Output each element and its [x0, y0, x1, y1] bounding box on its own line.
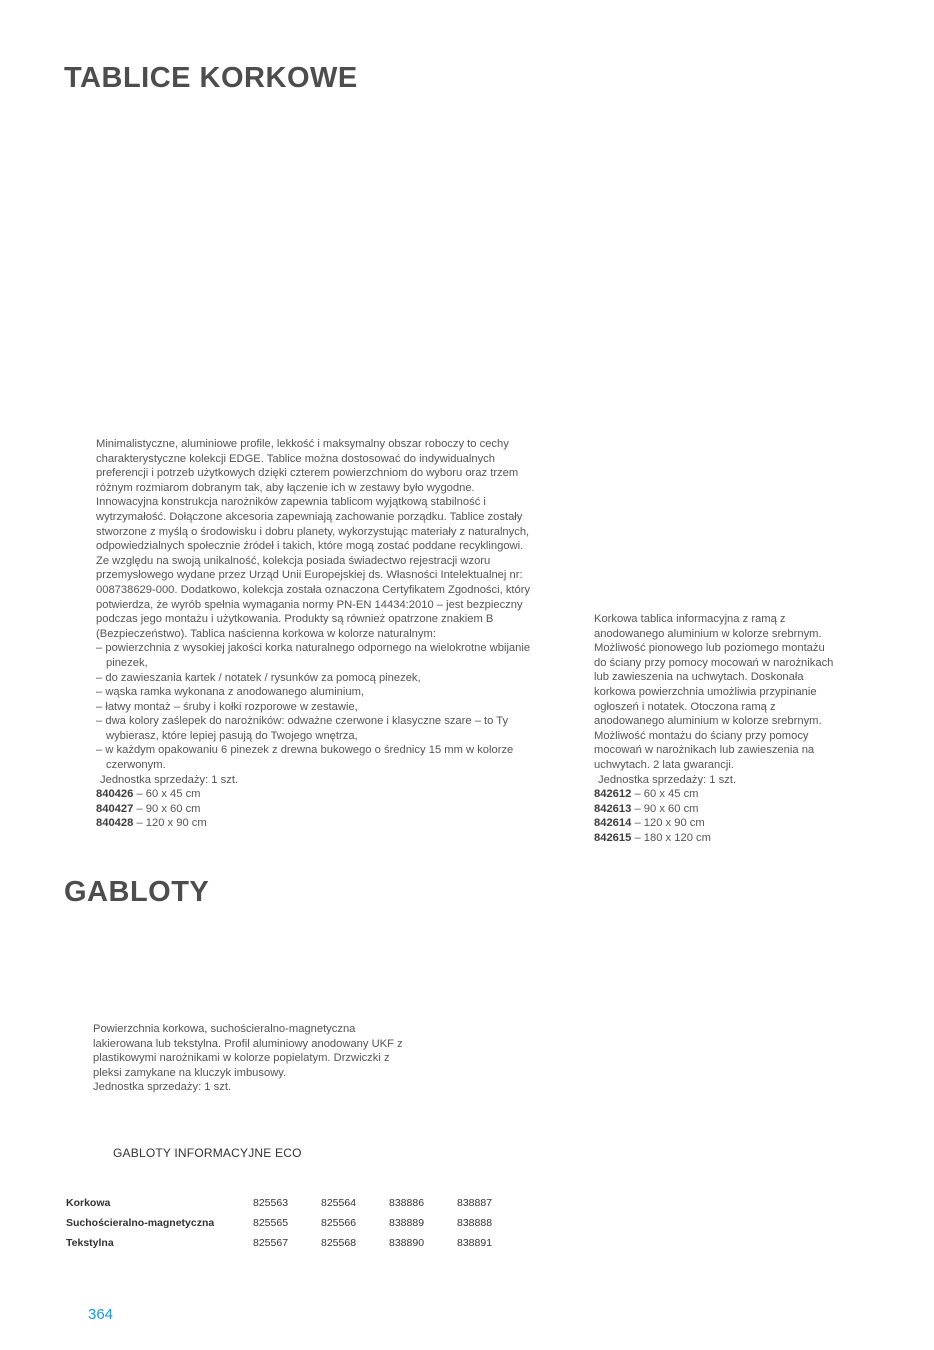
product-size: – 180 x 120 cm: [634, 831, 711, 844]
table-cell: 838890: [389, 1237, 425, 1249]
showcase-codes-table: [66, 1193, 525, 1253]
product-size: – 60 x 45 cm: [136, 788, 201, 801]
table-row: [66, 1193, 525, 1213]
product-code-line: [594, 787, 834, 802]
table-cell: 825563: [253, 1197, 289, 1209]
product-size: – 60 x 45 cm: [634, 788, 699, 801]
table-cell: 825565: [253, 1217, 289, 1229]
edge-description: [96, 437, 536, 831]
edge-feature-item: – w każdym opakowaniu 6 pinezek z drewna bukowego o średnicy 15 mm w kolorze czerwonym.: [96, 743, 536, 772]
edge-sales-unit: Jednostka sprzedaży: 1 szt.: [100, 773, 239, 786]
product-code-line: [96, 816, 536, 831]
table-cell: 838891: [457, 1237, 493, 1249]
edge-feature-item: – wąska ramka wykonana z anodowanego aluminium,: [96, 685, 536, 700]
cork-board-description: [594, 612, 834, 846]
cork-board-paragraph: Korkowa tablica informacyjna z ramą z anodowanego aluminium w kolorze srebrnym. Możliwość pionowego lub poziomego montażu do ściany przy pomocy mocowań w narożnikach lub zawieszenia na uchwytach. Doskonała korkowa powierzchnia umożliwia przypinanie ogłoszeń i notatek. Otoczona ramą z anodowanego aluminium w kolorze srebrnym. Możliwość montażu do ściany przy pomocy mocowań w narożnikach lub zawieszenia na uchwytach. 2 lata gwarancji.: [594, 613, 834, 771]
table-title: GABLOTY INFORMACYJNE ECO: [113, 1146, 302, 1160]
product-code: 840427: [96, 802, 134, 815]
row-label: Suchościeralno-magnetyczna: [66, 1217, 215, 1229]
product-code: 842614: [594, 817, 632, 830]
table-cell: 825564: [321, 1197, 357, 1209]
table-cell: 838887: [457, 1197, 493, 1209]
page-number: 364: [88, 1306, 114, 1323]
product-code: 842613: [594, 802, 632, 815]
showcase-sales-unit: Jednostka sprzedaży: 1 szt.: [93, 1081, 232, 1094]
row-label: Korkowa: [66, 1197, 111, 1209]
cork-board-sales-unit: Jednostka sprzedaży: 1 szt.: [598, 773, 737, 786]
edge-feature-item: – dwa kolory zaślepek do narożników: odważne czerwone i klasyczne szare – to Ty wybierasz, które lepiej pasują do Twojego wnętrza,: [96, 714, 536, 743]
edge-paragraph: Minimalistyczne, aluminiowe profile, lekkość i maksymalny obszar roboczy to cechy charakterystyczne kolekcji EDGE. Tablice można dostosować do indywidualnych preferencji i potrzeb użytkowych dzięki czterem powierzchniom do wyboru oraz trzem różnym rozmiarom dobranym tak, aby łączenie ich w zestawy było wygodne. Innowacyjna konstrukcja narożników zapewnia tablicom wyjątkową stabilność i wytrzymałość. Dołączone akcesoria zapewniają zachowanie porządku. Tablice zostały stworzone z myślą o środowisku i dobru planety, wykorzystując materiały z naturalnych, odpowiedzialnych społecznie źródeł i takich, które mogą zostać poddane recyklingowi. Ze względu na swoją unikalność, kolekcja posiada świadectwo rejestracji wzoru przemysłowego wydane przez Urząd Unii Europejskiej ds. Własności Intelektualnej nr: 008738629-000. Dodatkowo, kolekcja została oznaczona Certyfikatem Zgodności, który potwierdza, że wyrób spełnia wymagania normy PN-EN 14434:2010 – jest bezpieczny podczas jego montażu i użytkowania. Produkty są również opatrzone znakiem B (Bezpieczeństwo). Tablica naścienna korkowa w kolorze naturalnym:: [96, 438, 531, 640]
product-code-line: [594, 831, 834, 846]
product-size: – 90 x 60 cm: [634, 802, 699, 815]
table-cell: 838888: [457, 1217, 493, 1229]
table-row: [66, 1233, 525, 1253]
product-size: – 120 x 90 cm: [136, 817, 207, 830]
table-cell: 838886: [389, 1197, 425, 1209]
showcase-description: [93, 1022, 403, 1095]
table-cell: 838889: [389, 1217, 425, 1229]
product-code: 840426: [96, 788, 134, 801]
showcase-paragraph: Powierzchnia korkowa, suchościeralno-magnetyczna lakierowana lub tekstylna. Profil aluminiowy anodowany UKF z plastikowymi narożnikami w kolorze popielatym. Drzwiczki z pleksi zamykane na kluczyk imbusowy.: [93, 1023, 403, 1079]
product-code: 842615: [594, 831, 632, 844]
product-code-line: [96, 787, 536, 802]
table-row: [66, 1213, 525, 1233]
edge-feature-item: – powierzchnia z wysokiej jakości korka naturalnego odpornego na wielokrotne wbijanie pinezek,: [96, 641, 536, 670]
row-label: Tekstylna: [66, 1237, 114, 1249]
edge-feature-item: – łatwy montaż – śruby i kołki rozporowe w zestawie,: [96, 700, 536, 715]
section-title-cork-boards: TABLICE KORKOWE: [64, 62, 358, 94]
table-cell: 825566: [321, 1217, 357, 1229]
product-code: 840428: [96, 817, 134, 830]
product-size: – 120 x 90 cm: [634, 817, 705, 830]
table-cell: 825567: [253, 1237, 289, 1249]
table-cell: 825568: [321, 1237, 357, 1249]
product-code-line: [594, 802, 834, 817]
product-size: – 90 x 60 cm: [136, 802, 201, 815]
product-code-line: [96, 802, 536, 817]
product-code: 842612: [594, 788, 632, 801]
product-code-line: [594, 816, 834, 831]
edge-feature-item: – do zawieszania kartek / notatek / rysunków za pomocą pinezek,: [96, 671, 536, 686]
section-title-showcases: GABLOTY: [64, 876, 210, 908]
